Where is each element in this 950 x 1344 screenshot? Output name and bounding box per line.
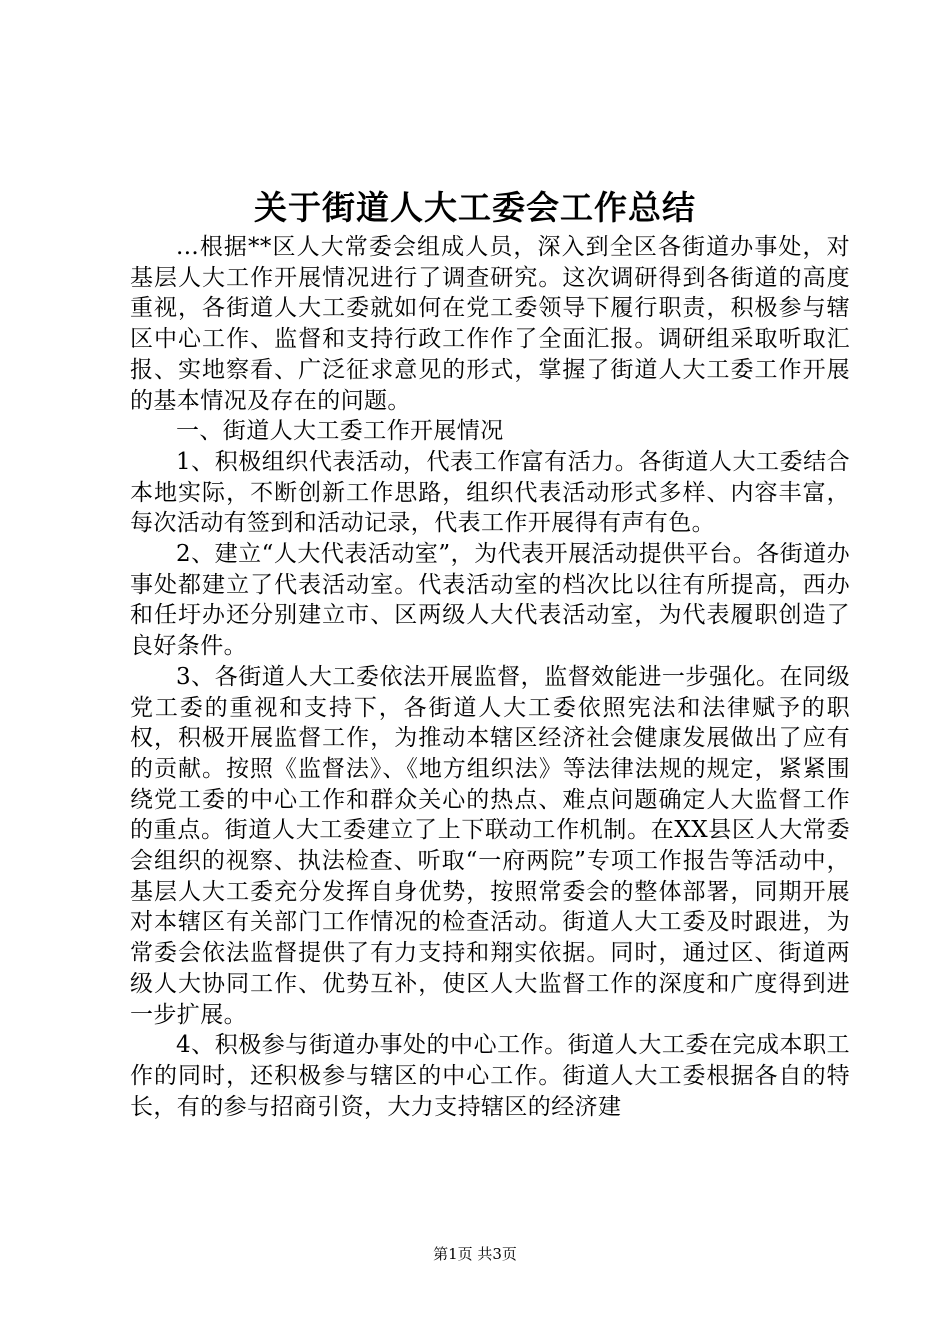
document-body (130, 232, 850, 1122)
page-footer: 第1页 共3页 (433, 1245, 517, 1263)
paragraph-item-2: 2、建立“人大代表活动室”，为代表开展活动提供平台。各街道办事处都建立了代表活动室。代表活动室的档次比以往有所提高，西办和任圩办还分别建立市、区两级人大代表活动室，为代表履职创造了良好条件。 (130, 541, 850, 660)
section-heading: 一、街道人大工委工作开展情况 (176, 418, 504, 445)
document-title: 关于街道人大工委会工作总结 (254, 188, 696, 227)
paragraph-item-4: 4、积极参与街道办事处的中心工作。街道人大工委在完成本职工作的同时，还积极参与辖区的中心工作。街道人大工委根据各自的特长，有的参与招商引资，大力支持辖区的经济建 (130, 1032, 850, 1120)
paragraph-intro: ...根据**区人大常委会组成人员，深入到全区各街道办事处，对基层人大工作开展情况进行了调查研究。这次调研得到各街道的高度重视，各街道人大工委就如何在党工委领导下履行职责，积极参与辖区中心工作、监督和支持行政工作作了全面汇报。调研组采取听取汇报、实地察看、广泛征求意见的形式，掌握了街道人大工委工作开展的基本情况及存在的问题。 (130, 234, 850, 414)
paragraph-item-3: 3、各街道人大工委依法开展监督，监督效能进一步强化。在同级党工委的重视和支持下，各街道人大工委依照宪法和法律赋予的职权，积极开展监督工作，为推动本辖区经济社会健康发展做出了应有的贡献。按照《监督法》、《地方组织法》等法律法规的规定，紧紧围绕党工委的中心工作和群众关心的热点、难点问题确定人大监督工作的重点。街道人大工委建立了上下联动工作机制。在XX县区人大常委会组织的视察、执法检查、听取“一府两院”专项工作报告等活动中，基层人大工委充分发挥自身优势，按照常委会的整体部署，同期开展对本辖区有关部门工作情况的检查活动。街道人大工委及时跟进，为常委会依法监督提供了有力支持和翔实依据。同时，通过区、街道两级人大协同工作、优势互补，使区人大监督工作的深度和广度得到进一步扩展。 (130, 663, 850, 1028)
paragraph-item-1: 1、积极组织代表活动，代表工作富有活力。各街道人大工委结合本地实际，不断创新工作思路，组织代表活动形式多样、内容丰富，每次活动有签到和活动记录，代表工作开展得有声有色。 (130, 448, 850, 537)
